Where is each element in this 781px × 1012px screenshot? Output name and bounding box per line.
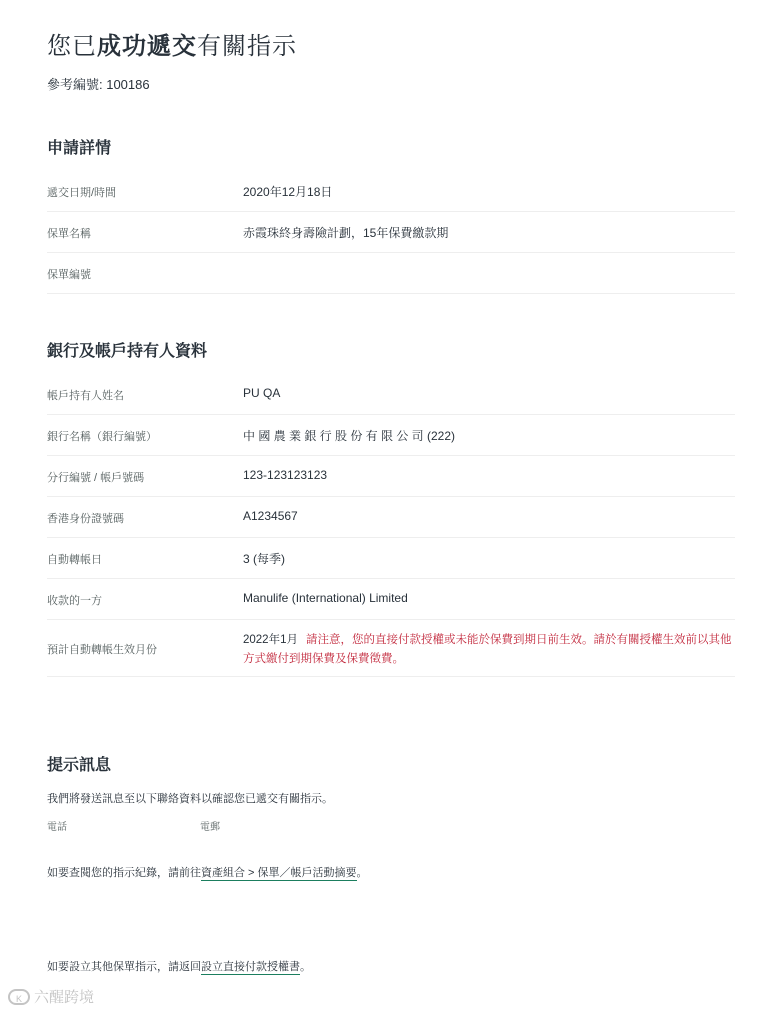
other-suffix: 。 <box>300 961 311 973</box>
row-label: 預計自動轉帳生效月份 <box>47 644 157 656</box>
reference-number: 參考編號: 100186 <box>47 77 150 92</box>
records-suffix: 。 <box>356 867 368 879</box>
effective-month-note <box>243 631 735 669</box>
title-prefix: 您已 <box>47 33 97 60</box>
row-label: 銀行名稱（銀行編號） <box>47 431 157 443</box>
email-label: 電郵 <box>200 822 220 833</box>
portfolio-activity-link[interactable]: 資產組合 > 保單／帳戶活動摘要 <box>201 867 357 879</box>
row-branch-account <box>47 455 735 497</box>
application-details-heading: 申請詳情 <box>47 140 112 157</box>
row-label: 香港身份證號碼 <box>47 513 124 525</box>
row-value: 赤霞珠終身壽險計劃，15年保費繳款期 <box>243 226 449 240</box>
records-prefix: 如要查閱您的指示紀錄，請前往 <box>47 867 201 879</box>
row-hkid <box>47 496 735 538</box>
row-account-holder <box>47 373 735 415</box>
row-label: 遞交日期/時間 <box>47 187 117 199</box>
page-title <box>47 26 297 61</box>
row-submission-date <box>47 170 735 212</box>
row-value: 中 國 農 業 銀 行 股 份 有 限 公 司 (222) <box>243 429 456 443</box>
effective-warning: 請注意，您的直接付款授權或未能於保費到期日前生效。請於有關授權生效前以其他方式繳付到期保費及保費徵費。 <box>243 634 732 665</box>
notice-heading: 提示訊息 <box>47 757 112 774</box>
row-label: 收款的一方 <box>47 595 102 607</box>
row-value: Manulife (International) Limited <box>243 591 408 605</box>
row-value: 3 (每季) <box>243 552 286 566</box>
row-label: 分行編號 / 帳戶號碼 <box>47 472 145 484</box>
bank-details-heading: 銀行及帳戶持有人資料 <box>47 343 208 360</box>
row-label: 保單編號 <box>47 269 91 281</box>
row-payee <box>47 578 735 620</box>
records-line <box>47 864 368 880</box>
row-value: 123-123123123 <box>243 468 328 482</box>
watermark <box>8 986 94 1007</box>
notice-message: 我們將發送訊息至以下聯絡資料以確認您已遞交有關指示。 <box>47 793 333 805</box>
row-value: PU QA <box>243 386 281 400</box>
effective-month-value: 2022年1月 <box>243 634 298 646</box>
other-prefix: 如要設立其他保單指示，請返回 <box>47 961 201 973</box>
row-transfer-day <box>47 537 735 579</box>
row-bank-name <box>47 414 735 456</box>
other-instruction-line <box>47 958 311 974</box>
setup-direct-debit-link[interactable]: 設立直接付款授權書 <box>201 961 300 973</box>
title-suffix: 有關指示 <box>197 33 297 60</box>
row-value: A1234567 <box>243 509 298 523</box>
phone-label: 電話 <box>47 822 67 833</box>
row-label: 自動轉帳日 <box>47 554 102 566</box>
row-effective-month <box>47 619 735 677</box>
watermark-text: 六醒跨境 <box>34 989 95 1006</box>
row-label: 帳戶持有人姓名 <box>47 390 124 402</box>
row-policy-number <box>47 252 735 294</box>
watermark-logo-icon: K <box>8 989 30 1005</box>
row-policy-name <box>47 211 735 253</box>
row-value: 2020年12月18日 <box>243 185 333 199</box>
title-emphasis: 成功遞交 <box>97 33 197 60</box>
row-label: 保單名稱 <box>47 228 91 240</box>
